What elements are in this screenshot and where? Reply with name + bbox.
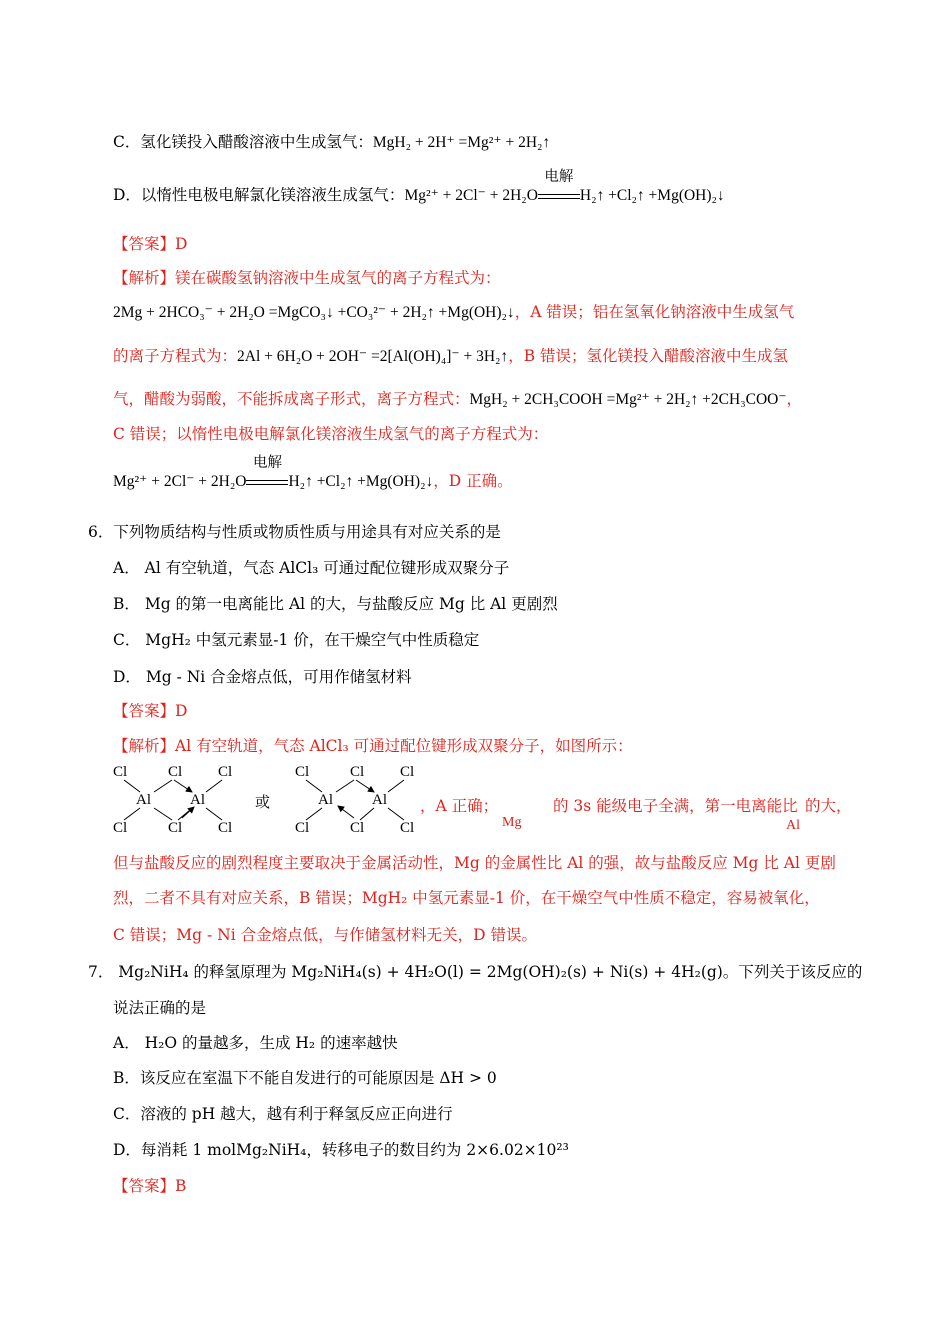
svg-text:Cl: Cl xyxy=(218,764,233,780)
alcl3-dimer-diagrams xyxy=(110,760,430,844)
q5-explanation-line3: 气，醋酸为弱酸，不能拆成离子形式，离子方程式：MgH₂ + 2CH₃COOH =Mg²⁺ + 2H₂↑ +2CH₃COO⁻， xyxy=(113,390,803,408)
q5-option-c-equation: MgH₂ + 2H⁺ =Mg²⁺ + 2H₂↑ xyxy=(372,134,551,151)
q6-option-b: B． Mg 的第一电离能比 Al 的大，与盐酸反应 Mg 比 Al 更剧烈 xyxy=(113,595,558,613)
al-label: Al xyxy=(786,818,800,833)
or-label: 或 xyxy=(255,793,271,811)
svg-text:Al: Al xyxy=(318,792,333,808)
svg-text:Cl: Cl xyxy=(113,764,128,780)
svg-text:Cl: Cl xyxy=(168,764,183,780)
q5-answer: 【答案】D xyxy=(113,235,188,253)
alcl3-dimer-svg xyxy=(110,760,430,840)
q5-explanation-title: 【解析】镁在碳酸氢钠溶液中生成氢气的离子方程式为： xyxy=(113,269,501,287)
q6-explanation-line4: C 错误；Mg - Ni 合金熔点低，与作储氢材料无关，D 错误。 xyxy=(113,926,537,944)
q6-option-d: D． Mg - Ni 合金熔点低，可用作储氢材料 xyxy=(113,668,412,686)
q6-option-c: C． MgH₂ 中氢元素显-1 价，在干燥空气中性质稳定 xyxy=(113,631,480,649)
electrolysis-condition: 电解 xyxy=(246,473,288,491)
q7-stem-line1: 7． Mg₂NiH₄ 的释氢原理为 Mg₂NiH₄(s) + 4H₂O(l) = 2Mg(OH)₂(s) + Ni(s) + 4H₂(g)。下列关于该反应的 xyxy=(88,963,863,981)
q7-option-d: D．每消耗 1 molMg₂NiH₄，转移电子的数目约为 2×6.02×10²³ xyxy=(113,1141,569,1159)
q5-option-c: C．氢化镁投入醋酸溶液中生成氢气：MgH₂ + 2H⁺ =Mg²⁺ + 2H₂↑ xyxy=(113,133,551,151)
dimer-structure-1 xyxy=(113,764,232,836)
svg-text:Al: Al xyxy=(372,792,387,808)
q5-explanation-line2: 的离子方程式为：2Al + 6H₂O + 2OH⁻ =2[Al(OH)₄]⁻ + 3H₂↑，B 错误；氢化镁投入醋酸溶液中生成氢 xyxy=(113,347,789,365)
q7-option-c: C．溶液的 pH 越大，越有利于释氢反应正向进行 xyxy=(113,1105,453,1123)
q6-explanation-line2: 但与盐酸反应的剧烈程度主要取决于金属活动性，Mg 的金属性比 Al 的强，故与盐酸反应 Mg 比 Al 更剧 xyxy=(113,854,836,872)
svg-text:Cl: Cl xyxy=(350,820,365,836)
svg-text:Cl: Cl xyxy=(400,820,415,836)
svg-text:Al: Al xyxy=(136,792,151,808)
q6-explanation-diagram-tail: ，A 正确； xyxy=(420,797,499,815)
svg-text:Cl: Cl xyxy=(113,820,128,836)
svg-text:Al: Al xyxy=(190,792,205,808)
q7-option-b: B．该反应在室温下不能自发进行的可能原因是 ΔH > 0 xyxy=(113,1069,497,1087)
q7-answer: 【答案】B xyxy=(113,1177,187,1195)
dimer-structure-2 xyxy=(295,764,414,836)
q5-option-d: D．以惰性电极电解氯化镁溶液生成氢气：Mg²⁺ + 2Cl⁻ + 2H₂O 电解 H₂↑ +Cl₂↑ +Mg(OH)₂↓ xyxy=(113,169,725,204)
q7-stem-line2: 说法正确的是 xyxy=(113,999,207,1017)
svg-text:Cl: Cl xyxy=(350,764,365,780)
q6-explanation-diagram-mid: 的 3s 能级电子全满，第一电离能比 xyxy=(553,797,798,815)
svg-text:Cl: Cl xyxy=(400,764,415,780)
q6-answer: 【答案】D xyxy=(113,702,188,720)
svg-text:Cl: Cl xyxy=(168,820,183,836)
svg-text:Cl: Cl xyxy=(295,764,310,780)
q5-explanation-line4: C 错误；以惰性电极电解氯化镁溶液生成氢气的离子方程式为： xyxy=(113,425,549,443)
q5-explanation-line1: 2Mg + 2HCO₃⁻ + 2H₂O =MgCO₃↓ +CO₃²⁻ + 2H₂↑ +Mg(OH)₂↓，A 错误；铝在氢氧化钠溶液中生成氢气 xyxy=(113,303,795,321)
mg-label: Mg xyxy=(502,815,522,830)
q6-explanation-line1: 【解析】Al 有空轨道，气态 AlCl₃ 可通过配位键形成双聚分子，如图所示： xyxy=(113,737,633,755)
svg-text:Cl: Cl xyxy=(295,820,310,836)
q7-option-a: A． H₂O 的量越多，生成 H₂ 的速率越快 xyxy=(113,1034,398,1052)
q6-explanation-line3: 烈，二者不具有对应关系，B 错误；MgH₂ 中氢元素显-1 价，在干燥空气中性质不稳定，容易被氧化， xyxy=(113,889,820,907)
svg-text:Cl: Cl xyxy=(218,820,233,836)
q5-explanation-line5: Mg²⁺ + 2Cl⁻ + 2H₂O 电解 H₂↑ +Cl₂↑ +Mg(OH)₂↓，D 正确。 xyxy=(113,455,513,490)
q6-stem: 6．下列物质结构与性质或物质性质与用途具有对应关系的是 xyxy=(88,523,501,541)
q6-explanation-diagram-end: 的大， xyxy=(805,797,852,815)
q6-option-a: A． Al 有空轨道，气态 AlCl₃ 可通过配位键形成双聚分子 xyxy=(113,559,510,577)
electrolysis-condition: 电解 xyxy=(538,187,580,205)
